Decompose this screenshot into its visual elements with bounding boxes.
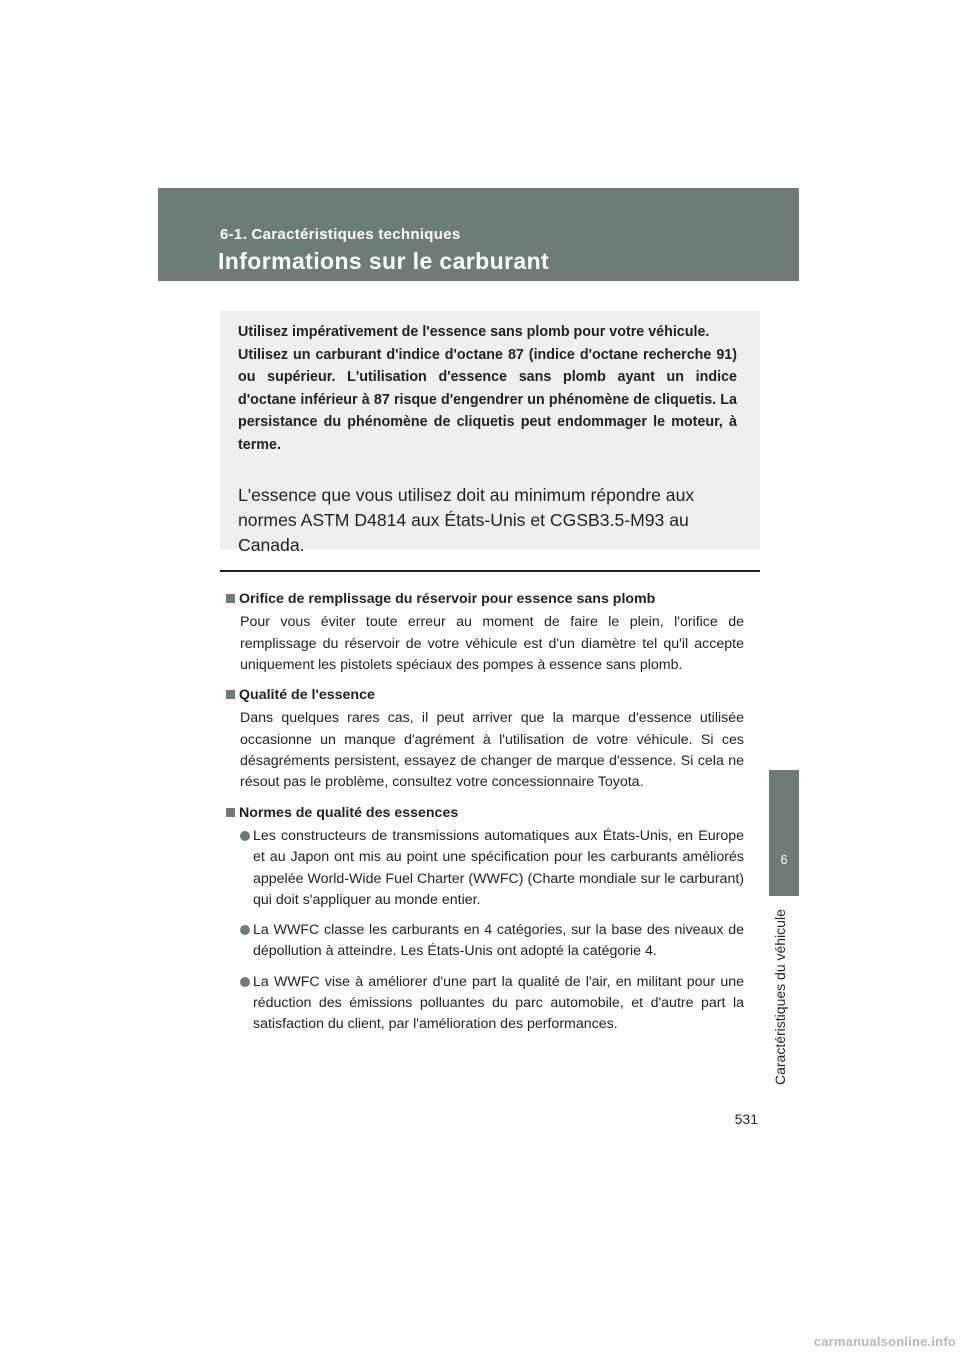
fuel-requirement-box [220, 311, 760, 555]
bold-line-1: Utilisez impérativement de l'essence sans plomb pour votre véhicule. [238, 324, 710, 340]
chapter-side-label: Caractéristiques du véhicule [772, 909, 788, 1085]
watermark: carmanualsonline.info [813, 1334, 956, 1349]
round-bullet-icon [240, 977, 250, 987]
section-paragraph: Pour vous éviter toute erreur au moment de faire le plein, l'orifice de remplissage du réservoir de votre véhicule est d'un diamètre tel qu'il accepte uniquement les pistolets spéciaux des pompes à essence sans plomb. [240, 614, 744, 673]
square-bullet-icon [226, 594, 235, 603]
fuel-standard-text: L'essence que vous utilisez doit au minimum répondre aux normes ASTM D4814 aux États-Unis et CGSB3.5-M93 au Canada. [238, 485, 695, 555]
section-heading [226, 589, 744, 610]
page-title: Informations sur le carburant [218, 248, 550, 274]
list-item-text: Les constructeurs de transmissions automatiques aux États-Unis, en Europe et au Japon ont mis au point une spécification pour les carburants améliorés appelée World-Wide Fuel Charter (WWFC) (Charte mondiale sur le carburant) qui doit s'appliquer au monde entier. [253, 827, 744, 908]
bold-line-2: Utilisez un carburant d'indice d'octane 87 (indice d'octane recherche 91) ou supérieur. L'utilisation d'essence sans plomb ayant un indice d'octane inférieur à 87 risque d'engendrer un phénomène de cliquetis. La persistance du phénomène de cliquetis peut endommager le moteur, à terme. [238, 346, 737, 453]
section-heading-text: Orifice de remplissage du réservoir pour essence sans plomb [239, 591, 656, 607]
list-item [240, 826, 744, 911]
section-paragraph: Dans quelques rares cas, il peut arriver que la marque d'essence utilisée occasionne un manque d'agrément à l'utilisation de votre véhicule. Si ces désagréments persistent, essayez de changer de marque d'essence. Si cela ne résout pas le problème, consultez votre concessionnaire Toyota. [240, 710, 744, 791]
chapter-side-tab [769, 770, 799, 896]
section-heading [226, 685, 744, 706]
list-item [240, 920, 744, 963]
round-bullet-icon [240, 925, 250, 935]
page-number: 531 [734, 1111, 758, 1127]
section-heading-text: Qualité de l'essence [239, 687, 375, 704]
section-divider [220, 570, 760, 572]
square-bullet-icon [226, 690, 235, 699]
list-item-text: La WWFC classe les carburants en 4 catégories, sur la base des niveaux de dépollution à atteindre. Les États-Unis ont adopté la catégorie 4. [253, 922, 744, 960]
chapter-header [158, 188, 799, 281]
chapter-number: 6 [780, 852, 788, 867]
square-bullet-icon [226, 808, 235, 817]
section-label: 6-1. Caractéristiques techniques [220, 226, 461, 243]
section-heading [226, 803, 744, 824]
list-item-text: La WWFC vise à améliorer d'une part la qualité de l'air, en militant pour une réduction des émissions polluantes du parc automobile, et d'autre part la satisfaction du client, par l'amélioration des performances. [253, 973, 744, 1033]
round-bullet-icon [240, 831, 250, 841]
main-content [226, 589, 744, 1045]
list-item [240, 972, 744, 1036]
section-heading-text: Normes de qualité des essences [239, 804, 459, 821]
fuel-requirement-bold-text [238, 321, 737, 456]
